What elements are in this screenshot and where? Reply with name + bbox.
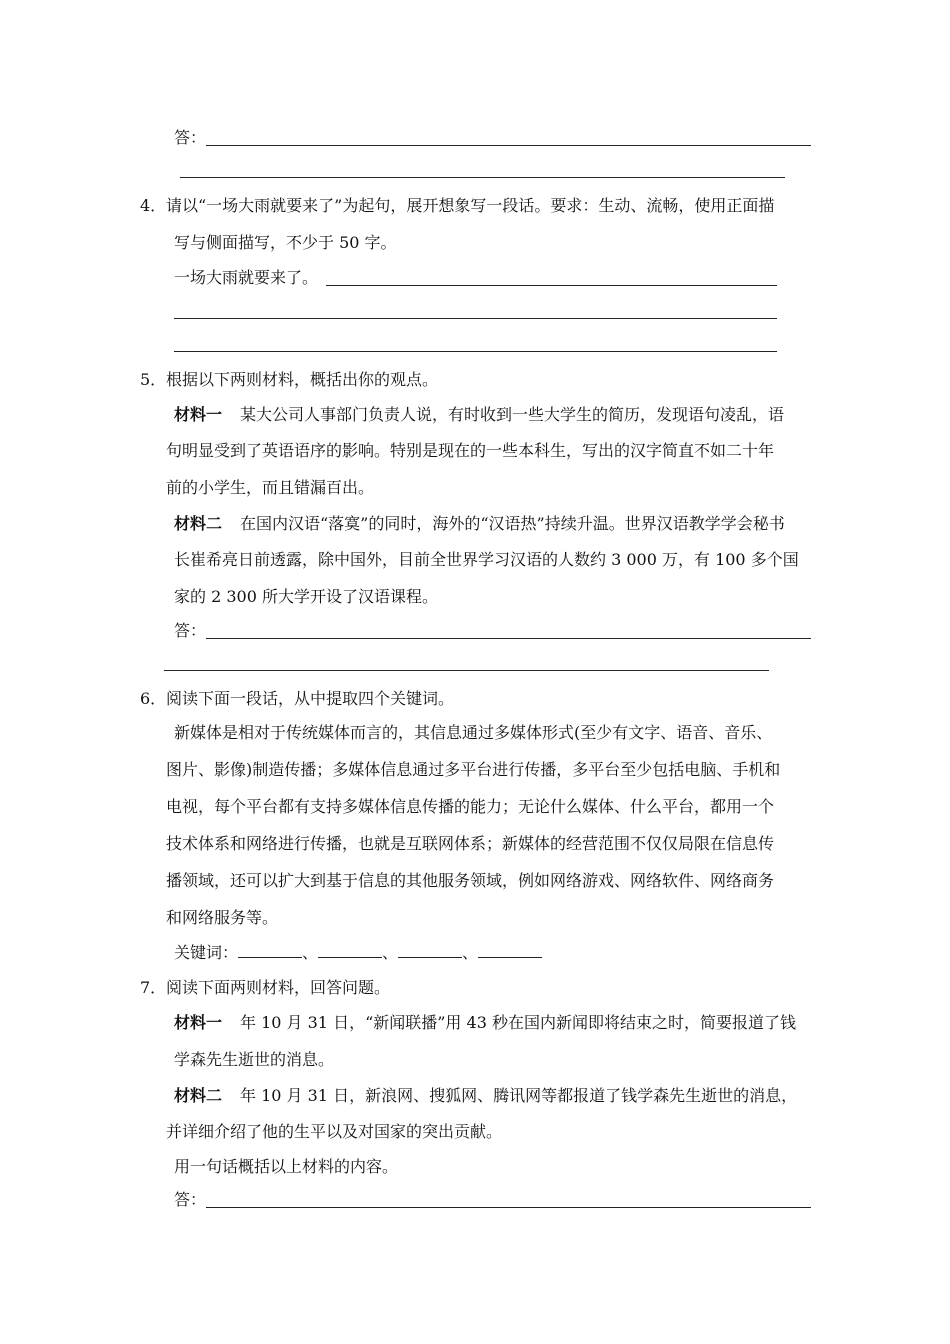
q7-answer-label: 答： [174,1190,207,1209]
q6-paragraph-line-1: 新媒体是相对于传统媒体而言的，其信息通过多媒体形式(至少有文字、语音、音乐、 [174,723,773,742]
q6-keyword-separator-2: 、 [382,943,399,962]
q5-material-1-line-1: 某大公司人事部门负责人说，有时收到一些大学生的简历，发现语句凌乱，语 [240,405,785,424]
q6-keyword-separator-1: 、 [302,943,319,962]
q6-keyword-blank-3[interactable] [398,943,462,958]
q7-material-2-label: 材料二 [174,1086,223,1105]
q6-keywords-label: 关键词： [174,943,239,962]
q3-answer-label: 答： [174,128,207,147]
q7-prompt: 阅读下面两则材料，回答问题。 [166,978,391,997]
q5-material-1-line-3: 前的小学生，而且错漏百出。 [166,478,375,497]
q7-number: 7． [140,978,167,997]
q7-material-1-label: 材料一 [174,1013,223,1032]
q5-material-2-label: 材料二 [174,514,223,533]
q5-material-2-line-3: 家的 2 300 所大学开设了汉语课程。 [174,587,438,606]
q4-writing-line-1[interactable] [326,285,777,286]
q6-paragraph-line-2: 图片、影像)制造传播；多媒体信息通过多平台进行传播，多平台至少包括电脑、手机和 [166,760,781,779]
q4-prompt-line-2: 写与侧面描写，不少于 50 字。 [174,233,397,252]
q6-keywords-row [174,943,542,963]
q7-question: 用一句话概括以上材料的内容。 [174,1157,399,1176]
q6-keyword-separator-3: 、 [462,943,479,962]
q6-keyword-blank-4[interactable] [478,943,542,958]
q7-material-2-line-1: 年 10 月 31 日，新浪网、搜狐网、腾讯网等都报道了钱学森先生逝世的消息， [240,1086,798,1105]
q5-answer-line-1[interactable] [206,638,811,639]
q7-material-1-line-1: 年 10 月 31 日，“新闻联播”用 43 秒在国内新闻即将结束之时，简要报道了钱 [240,1013,796,1032]
q4-writing-line-2[interactable] [174,318,777,319]
q4-prompt-line-1: 请以“一场大雨就要来了”为起句，展开想象写一段话。要求：生动、流畅，使用正面描 [166,196,775,215]
q5-material-1-label: 材料一 [174,405,223,424]
q4-starter-sentence: 一场大雨就要来了。 [174,268,319,287]
q7-answer-line[interactable] [206,1207,811,1208]
q3-answer-line-1[interactable] [206,145,811,146]
q6-keyword-blank-1[interactable] [238,943,302,958]
q5-material-2-line-1: 在国内汉语“落寞”的同时，海外的“汉语热”持续升温。世界汉语教学学会秘书 [240,514,785,533]
q6-paragraph-line-3: 电视，每个平台都有支持多媒体信息传播的能力；无论什么媒体、什么平台，都用一个 [166,797,775,816]
q5-material-2-line-2: 长崔希亮日前透露，除中国外，目前全世界学习汉语的人数约 3 000 万，有 100 多个国 [174,550,799,569]
q5-answer-line-2[interactable] [164,670,769,671]
q6-keyword-blank-2[interactable] [318,943,382,958]
q5-prompt: 根据以下两则材料，概括出你的观点。 [166,370,439,389]
q7-material-2-line-2: 并详细介绍了他的生平以及对国家的突出贡献。 [166,1122,503,1141]
q5-number: 5． [140,370,167,389]
q5-answer-label: 答： [174,621,207,640]
q6-paragraph-line-4: 技术体系和网络进行传播，也就是互联网体系；新媒体的经营范围不仅仅局限在信息传 [166,834,775,853]
q6-paragraph-line-5: 播领域，还可以扩大到基于信息的其他服务领域，例如网络游戏、网络软件、网络商务 [166,871,775,890]
q4-writing-line-3[interactable] [174,351,777,352]
q4-number: 4． [140,196,167,215]
q6-prompt: 阅读下面一段话，从中提取四个关键词。 [166,689,455,708]
q6-number: 6． [140,689,167,708]
q3-answer-line-2[interactable] [180,177,785,178]
q7-material-1-line-2: 学森先生逝世的消息。 [174,1050,335,1069]
q6-paragraph-line-6: 和网络服务等。 [166,908,279,927]
q5-material-1-line-2: 句明显受到了英语语序的影响。特别是现在的一些本科生，写出的汉字简直不如二十年 [166,441,775,460]
